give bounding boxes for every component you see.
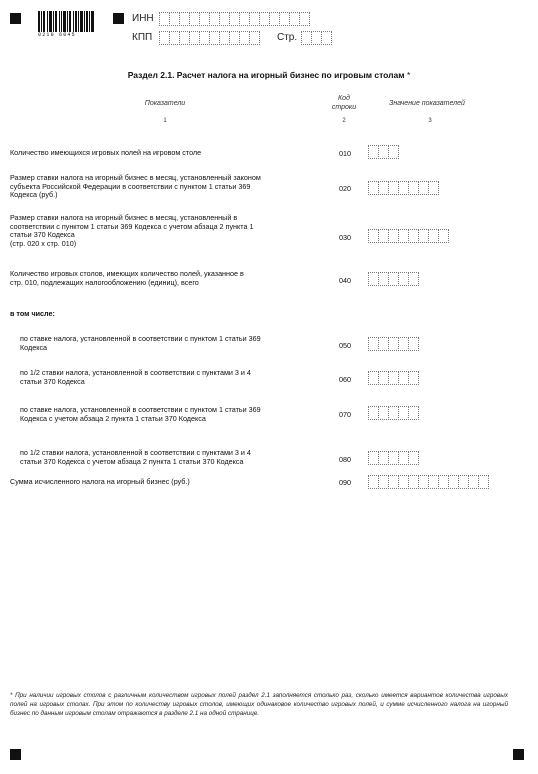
corner-marker-top-left xyxy=(10,13,21,24)
col-num-3: 3 xyxy=(428,118,432,124)
row-020-code: 020 xyxy=(339,184,351,193)
row-090-cells[interactable] xyxy=(368,475,488,489)
row-040-label: Количество игровых столов, имеющих количество полей, указанное в стр. 010, подлежащих налогообложению (единиц), всего xyxy=(10,269,244,287)
row-060-cells[interactable] xyxy=(368,371,418,385)
row-070-code: 070 xyxy=(339,410,351,419)
row-080-cells[interactable] xyxy=(368,451,418,465)
row-020-cells[interactable] xyxy=(368,181,438,195)
section-title-marker: * xyxy=(406,70,411,80)
kpp-cells[interactable] xyxy=(159,31,259,45)
row-010-cells[interactable] xyxy=(368,145,398,159)
section-title-text: Раздел 2.1. Расчет налога на игорный бизнес по игровым столам xyxy=(127,70,405,80)
section-title xyxy=(0,70,538,80)
row-080-code: 080 xyxy=(339,455,351,464)
row-030-code: 030 xyxy=(339,233,351,242)
barcode-icon xyxy=(38,11,94,32)
footnote: * При наличии игровых столов с различным количеством игровых полей раздел 2.1 заполняется столько раз, сколько имеется вариантов количества игровых полей на игровых столах. При этом по количеству игровых столов, имеющих одинаковое количество игровых полей, и сумме исчисленного налога на игорный бизнес по данным игровым столам отражаются в разделе 2.1 на одной странице. xyxy=(10,692,508,717)
col-header-indicators: Показатели xyxy=(144,100,186,107)
row-050-label: по ставке налога, установленной в соответствии с пунктом 1 статьи 369 Кодекса xyxy=(20,334,261,352)
page-label: Стр. xyxy=(277,32,298,43)
col-num-2: 2 xyxy=(342,118,346,124)
row-010-label: Количество имеющихся игровых полей на игровом столе xyxy=(10,148,202,157)
row-040-cells[interactable] xyxy=(368,272,418,286)
row-040-code: 040 xyxy=(339,276,351,285)
row-070-cells[interactable] xyxy=(368,406,418,420)
corner-marker-top-mid xyxy=(113,13,124,24)
barcode-number: 0210 6045 xyxy=(38,32,76,38)
row-030-cells[interactable] xyxy=(368,229,448,243)
row-090-code: 090 xyxy=(339,478,351,487)
row-090-label: Сумма исчисленного налога на игорный бизнес (руб.) xyxy=(10,477,190,486)
row-010-code: 010 xyxy=(339,149,351,158)
row-070-label: по ставке налога, установленной в соответствии с пунктом 1 статьи 369 Кодекса с учетом абзаца 2 пункта 1 статьи 370 Кодекса xyxy=(20,405,261,423)
row-080-label: по 1/2 ставки налога, установленной в соответствии с пунктами 3 и 4 статьи 370 Кодекса с учетом абзаца 2 пункта 1 статьи 370 Кодекса xyxy=(20,448,251,466)
corner-marker-bottom-right xyxy=(513,749,524,760)
row-050-cells[interactable] xyxy=(368,337,418,351)
kpp-label: КПП xyxy=(132,32,153,43)
subheading-including: в том числе: xyxy=(10,309,55,318)
col-header-values: Значение показателей xyxy=(389,100,465,107)
corner-marker-bottom-left xyxy=(10,749,21,760)
col-header-code: Код строки xyxy=(331,95,357,111)
inn-label: ИНН xyxy=(132,13,154,24)
row-060-code: 060 xyxy=(339,375,351,384)
row-020-label: Размер ставки налога на игорный бизнес в месяц, установленный законом субъекта Российской Федерации в соответствии с пунктом 1 статьи 369 Кодекса (руб.) xyxy=(10,173,261,200)
row-050-code: 050 xyxy=(339,341,351,350)
col-num-1: 1 xyxy=(163,118,167,124)
row-030-label: Размер ставки налога на игорный бизнес в месяц, установленный в соответствии с пунктом 1 статьи 369 Кодекса с учетом абзаца 2 пункта 1 статьи 370 Кодекса (стр. 020 х стр. 010) xyxy=(10,213,254,248)
inn-cells[interactable] xyxy=(159,12,309,26)
page-cells[interactable] xyxy=(301,31,331,45)
row-060-label: по 1/2 ставки налога, установленной в соответствии с пунктами 3 и 4 статьи 370 Кодекса xyxy=(20,368,251,386)
